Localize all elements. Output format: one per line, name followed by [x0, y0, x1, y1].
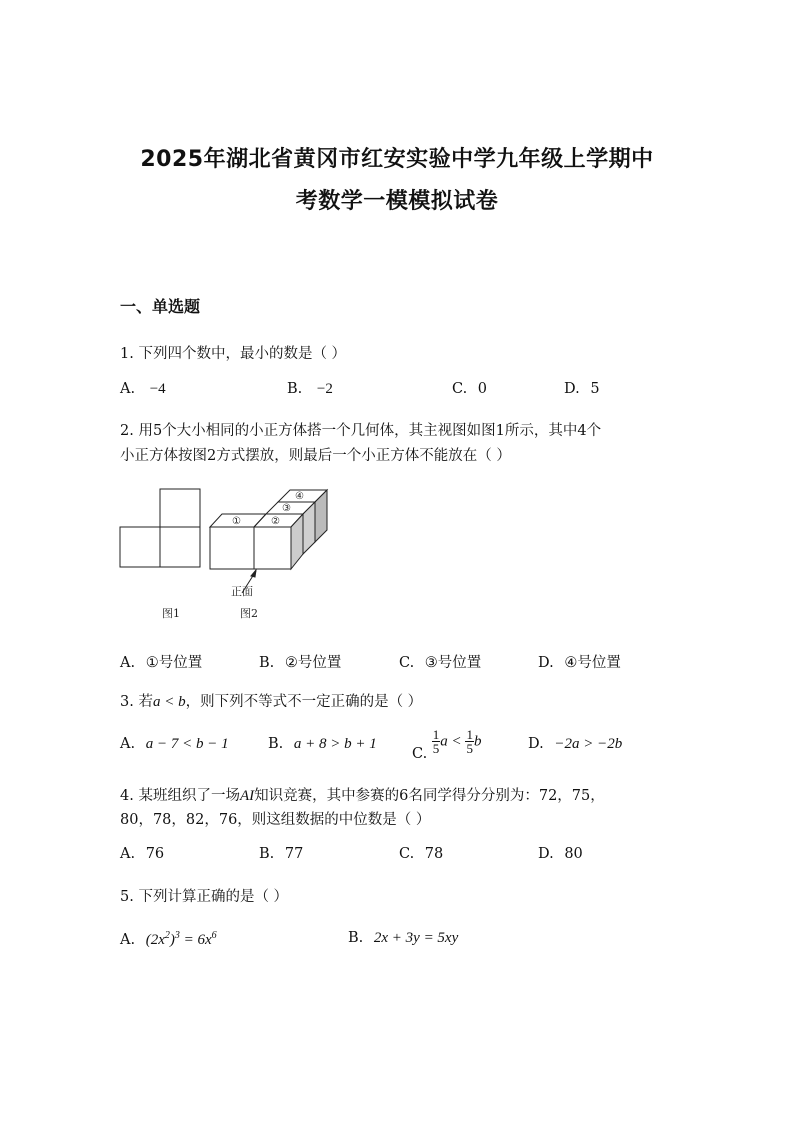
fraction-denominator: 5 — [466, 741, 473, 756]
expr-base: (2x — [145, 932, 165, 948]
option-letter: A. — [120, 381, 136, 397]
option-letter: C. — [452, 381, 468, 397]
question-2-stem-line1: 2. 用5个大小相同的小正方体搭一个几何体，其主视图如图1所示，其中4个 — [120, 423, 602, 439]
option-value: 80 — [564, 846, 583, 862]
fig2-label: 图2 — [240, 607, 258, 620]
option-letter: C. — [412, 745, 428, 762]
question-3-stem — [120, 690, 422, 711]
option-letter: A. — [120, 932, 136, 948]
stem-math: AI — [239, 788, 255, 804]
option-letter: B. — [287, 381, 303, 397]
expr-exponent: 2 — [164, 930, 170, 941]
option-relation: < — [452, 733, 461, 750]
option-value: −2a > −2b — [554, 736, 623, 752]
option-var: b — [473, 733, 482, 750]
option-expression — [146, 932, 217, 948]
q3-option-a — [120, 736, 229, 753]
option-letter: C. — [399, 655, 415, 671]
fraction-numerator: 1 — [432, 727, 440, 742]
question-4-stem-line2: 80，78，82，76，则这组数据的中位数是（ ） — [120, 812, 431, 828]
option-letter: B. — [268, 736, 284, 752]
expr-exponent: 6 — [211, 930, 217, 941]
q1-option-c — [452, 381, 487, 397]
option-value: −4 — [149, 381, 166, 397]
option-letter: B. — [348, 930, 364, 946]
fig1-square — [120, 527, 160, 567]
q2-option-c — [399, 651, 481, 672]
circled-label-3: ③ — [282, 503, 291, 514]
question-4-stem-line1 — [120, 784, 605, 805]
cube-front-1 — [210, 527, 254, 569]
option-value: 77 — [284, 846, 304, 862]
circled-label-1: ① — [232, 516, 241, 527]
fig1-square — [160, 527, 200, 567]
option-letter: D. — [564, 381, 580, 397]
page-title-line1: 2025年湖北省黄冈市红安实验中学九年级上学期中 — [140, 147, 654, 172]
fig1-square — [160, 489, 200, 527]
option-letter: C. — [399, 846, 415, 862]
expr-exponent: 3 — [174, 930, 180, 941]
option-letter: A. — [120, 655, 136, 671]
option-value: 2x + 3y = 5xy — [373, 930, 459, 946]
option-letter: A. — [120, 846, 136, 862]
option-letter: B. — [259, 846, 275, 862]
stem-text: 3. 若 — [120, 694, 153, 710]
option-letter: D. — [538, 846, 554, 862]
front-label: 正面 — [231, 585, 253, 598]
option-value: 0 — [477, 381, 488, 397]
option-value: 78 — [424, 846, 444, 862]
expr-paren: ) — [169, 932, 175, 948]
option-value: a + 8 > b + 1 — [293, 736, 377, 752]
fig1-label: 图1 — [162, 607, 180, 620]
q1-option-d — [564, 381, 600, 397]
q4-option-d — [538, 846, 583, 862]
q1-option-a — [120, 381, 166, 398]
cube-front-2 — [254, 527, 291, 569]
question-2-stem-line2: 小正方体按图2方式摆放，则最后一个小正方体不能放在（ ） — [120, 448, 511, 464]
expr-rhs: = 6x — [179, 932, 212, 948]
q2-option-d — [538, 651, 621, 672]
q5-option-a — [120, 930, 217, 949]
fraction-numerator: 1 — [466, 727, 473, 742]
stem-text: ，则下列不等式不一定正确的是（ ） — [185, 694, 423, 710]
front-arrow-head — [251, 570, 256, 577]
option-value: ④号位置 — [564, 655, 621, 671]
q4-option-b — [259, 846, 303, 862]
stem-math: a < b — [152, 694, 186, 710]
option-letter: A. — [120, 736, 136, 752]
cube-figure — [115, 485, 340, 625]
option-letter: B. — [259, 655, 275, 671]
fraction — [465, 728, 474, 755]
question-5-stem: 5. 下列计算正确的是（ ） — [120, 889, 289, 905]
section-heading: 一、单选题 — [120, 297, 201, 316]
option-value: ②号位置 — [284, 655, 342, 671]
q5-option-b — [348, 930, 458, 947]
fraction-denominator: 5 — [432, 741, 440, 756]
option-letter: D. — [538, 655, 554, 671]
question-1-stem: 1. 下列四个数中，最小的数是（ ） — [120, 346, 347, 362]
option-value: 5 — [590, 381, 600, 397]
option-value: ③号位置 — [424, 655, 482, 671]
option-value: −2 — [316, 381, 333, 397]
cube-side-3 — [303, 502, 315, 554]
cube-side-4 — [315, 490, 327, 542]
circled-label-2: ② — [271, 516, 280, 527]
q4-option-a — [120, 846, 164, 862]
q3-option-b — [268, 736, 377, 753]
option-letter: D. — [528, 736, 544, 752]
stem-text: 4. 某班组织了一场 — [120, 788, 240, 804]
q3-option-c — [412, 727, 482, 762]
option-value: a − 7 < b − 1 — [145, 736, 229, 752]
cube-side-2 — [291, 514, 303, 569]
circled-label-4: ④ — [295, 491, 304, 502]
option-value: 76 — [145, 846, 165, 862]
option-value: ①号位置 — [145, 655, 203, 671]
page-title-line2: 考数学一模模拟试卷 — [295, 189, 499, 214]
stem-text: 知识竞赛，其中参赛的6名同学得分分别为：72，75， — [254, 788, 605, 804]
option-var: a — [440, 733, 448, 750]
q2-option-b — [259, 651, 341, 672]
q2-option-a — [120, 651, 202, 672]
q1-option-b — [287, 381, 333, 398]
q4-option-c — [399, 846, 443, 862]
q3-option-d — [528, 736, 622, 753]
